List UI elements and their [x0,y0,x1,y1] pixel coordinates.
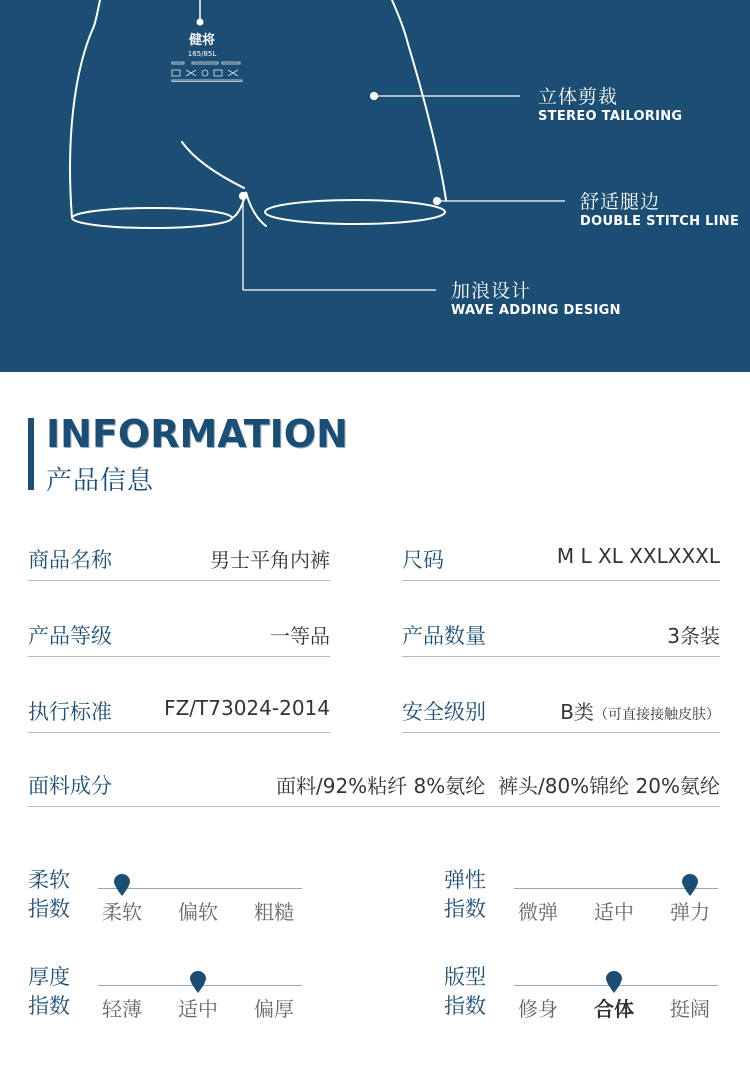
selection-pin-icon [114,874,130,896]
index-label-line1: 厚度 [28,965,70,989]
callout-stereo-tailoring [538,86,682,126]
index-option: 弹力 [670,900,710,924]
index-label [28,963,78,1021]
index-label-line1: 柔软 [28,868,70,892]
spec-value: 男士平角内裤 [210,548,330,572]
spec-row-fabric [28,766,720,807]
selection-pin-icon [606,971,622,993]
spec-label: 尺码 [402,548,444,572]
info-accent-bar [28,418,34,490]
index-label [444,963,494,1021]
info-title-en: INFORMATION [46,412,348,456]
spec-label: 安全级别 [402,700,486,724]
care-symbols-icon [172,62,242,82]
spec-value: 3条装 [667,624,720,648]
hero-banner [0,0,750,372]
callout-double-stitch [580,191,739,231]
spec-value: 一等品 [270,624,330,648]
index-label-line1: 版型 [444,965,486,989]
info-title-cn: 产品信息 [46,466,155,496]
spec-row-size [402,540,720,581]
spec-label: 执行标准 [28,700,112,724]
spec-value [560,696,720,725]
index-option: 微弹 [518,900,558,924]
tag-brand: 健将 [188,33,216,48]
index-label [28,866,78,924]
spec-row-grade [28,616,330,657]
underwear-outline-illustration [0,0,750,372]
selection-pin-icon [190,971,206,993]
spec-label: 产品数量 [402,624,486,648]
spec-row-standard [28,692,330,733]
index-option: 适中 [594,900,634,924]
spec-value: FZ/T73024-2014 [164,696,330,720]
spec-value-note: （可直接接触皮肤） [594,707,720,723]
index-elasticity [444,866,744,956]
spec-label: 面料成分 [28,774,112,798]
index-option: 适中 [178,997,218,1021]
index-thickness [28,963,328,1053]
index-softness [28,866,328,956]
callout-cn: 立体剪裁 [538,86,619,108]
spec-label: 商品名称 [28,548,112,572]
callout-cn: 舒适腿边 [580,191,661,213]
index-option: 偏软 [178,900,218,924]
index-label-line2: 指数 [444,897,486,921]
index-label-line1: 弹性 [444,868,486,892]
index-option: 挺阔 [670,997,710,1021]
index-track [514,888,718,889]
index-label-line2: 指数 [28,897,70,921]
callout-en: WAVE ADDING DESIGN [451,303,621,318]
index-option: 修身 [518,997,558,1021]
spec-row-safety [402,692,720,733]
callout-en: STEREO TAILORING [538,109,683,124]
index-option: 粗糙 [254,900,294,924]
spec-value-main: B类 [560,700,594,724]
spec-value: 面料/92%粘纤 8%氨纶 裤头/80%锦纶 20%氨纶 [276,774,720,798]
index-option: 轻薄 [102,997,142,1021]
index-track [98,888,302,889]
tag-size: 165/85L [187,50,217,58]
index-track [514,985,718,986]
index-label [444,866,494,924]
selection-pin-icon [682,874,698,896]
index-option: 柔软 [102,900,142,924]
index-option: 合体 [594,997,634,1021]
index-label-line2: 指数 [28,994,70,1018]
callout-cn: 加浪设计 [451,280,532,302]
spec-value: M L XL XXLXXXL [556,544,720,568]
index-fit [444,963,744,1053]
index-option: 偏厚 [254,997,294,1021]
spec-row-product-name [28,540,330,581]
index-track [98,985,302,986]
spec-row-quantity [402,616,720,657]
index-label-line2: 指数 [444,994,486,1018]
callout-en: DOUBLE STITCH LINE [580,214,740,229]
spec-label: 产品等级 [28,624,112,648]
callout-wave-design [451,280,621,320]
